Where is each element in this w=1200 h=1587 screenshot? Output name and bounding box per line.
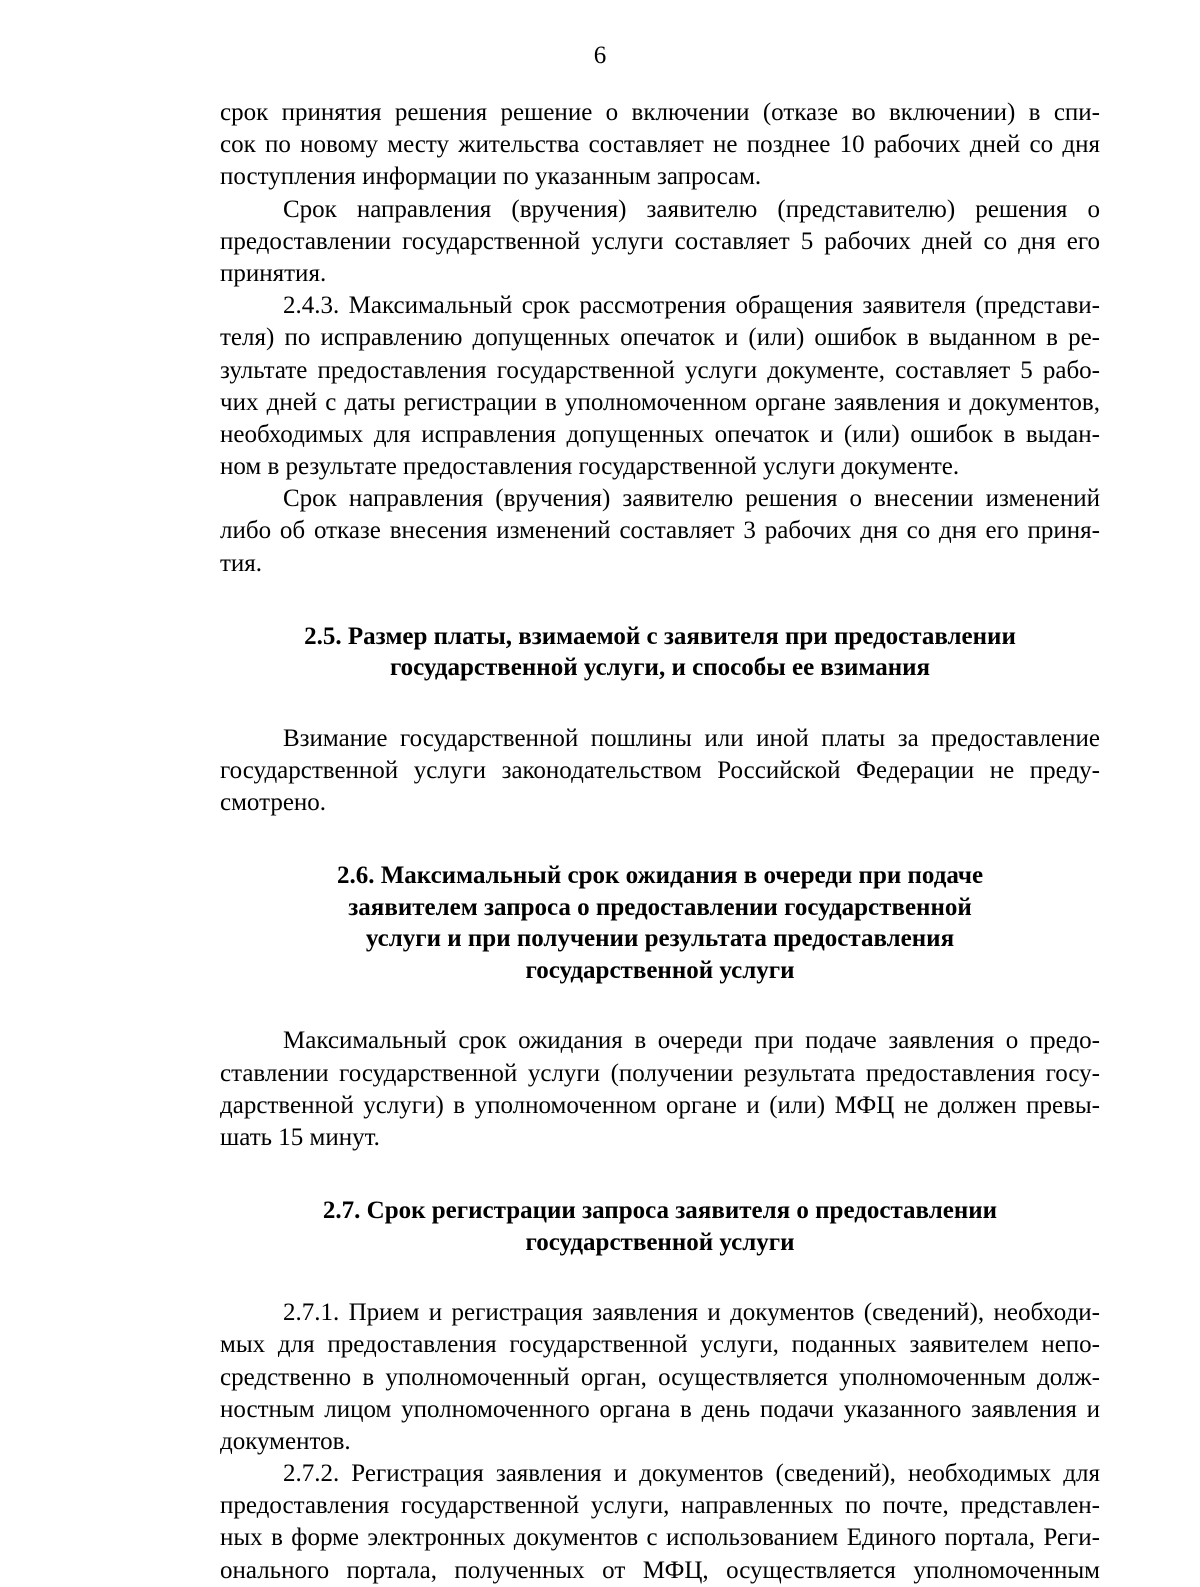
text-line: онального портала, полученных от МФЦ, осуществляется уполномоченным (220, 1556, 1100, 1584)
paragraph-2-7-1 (220, 1297, 1100, 1458)
text-line: зультате предоставления государственной услуги документе, составляет 5 рабо- (220, 356, 1100, 384)
text-line: принятия. (220, 259, 327, 287)
text-line: необходимых для исправления допущенных опечаток и (или) ошибок в выдан- (220, 420, 1100, 448)
paragraph-2-4-3 (220, 290, 1100, 483)
section-heading-2-5 (220, 621, 1100, 684)
section-heading-2-7 (220, 1195, 1100, 1258)
text-line: смотрено. (220, 789, 327, 817)
text-line: мых для предоставления государственной услуги, поданных заявителем непо- (220, 1331, 1100, 1359)
text-line: 2.4.3. Максимальный срок рассмотрения обращения заявителя (представи- (283, 292, 1100, 320)
heading-line: услуги и при получении результата предоставления (365, 925, 955, 953)
text-line: 2.7.2. Регистрация заявления и документов (сведений), необходимых для (283, 1460, 1100, 1488)
text-line: Срок направления (вручения) заявителю решения о внесении изменений (283, 485, 1100, 513)
paragraph-continuation (220, 97, 1100, 194)
text-line: Срок направления (вручения) заявителю (представителю) решения о (283, 195, 1100, 223)
paragraph-queue-time (220, 1025, 1100, 1154)
paragraph-delivery-term (220, 194, 1100, 291)
text-line: теля) по исправлению допущенных опечаток и (или) ошибок в выданном в ре- (220, 324, 1100, 352)
section-heading-2-6 (220, 860, 1100, 986)
text-line: дарственной услуги) в уполномоченном органе и (или) МФЦ не должен превы- (220, 1091, 1100, 1119)
text-line: государственной услуги законодательством Российской Федерации не преду- (220, 757, 1100, 784)
text-line: предоставления государственной услуги, направленных по почте, представлен- (220, 1492, 1100, 1520)
text-line: средственно в уполномоченный орган, осуществляется уполномоченным долж- (220, 1363, 1100, 1391)
heading-line: 2.6. Максимальный срок ожидания в очереди при подаче (336, 862, 984, 890)
text-line: документов. (220, 1427, 351, 1455)
heading-line: заявителем запроса о предоставлении государственной (348, 893, 972, 921)
paragraph-fee (220, 723, 1100, 820)
text-line: Максимальный срок ожидания в очереди при подаче заявления о предо- (283, 1027, 1100, 1055)
text-line: либо об отказе внесения изменений составляет 3 рабочих дня со дня его приня- (220, 517, 1100, 545)
heading-line: 2.5. Размер платы, взимаемой с заявителя при предоставлении (304, 622, 1016, 650)
text-line: ных в форме электронных документов с использованием Единого портала, Реги- (220, 1524, 1100, 1552)
paragraph-changes-term (220, 483, 1100, 580)
text-line: ном в результате предоставления государственной услуги документе. (220, 453, 960, 481)
heading-line: 2.7. Срок регистрации запроса заявителя о предоставлении (322, 1197, 998, 1225)
text-line: тия. (220, 549, 263, 577)
text-line: ностным лицом уполномоченного органа в день подачи указанного заявления и (220, 1395, 1100, 1423)
text-line: сок по новому месту жительства составляет не позднее 10 рабочих дней со дня (220, 131, 1100, 159)
text-line: предоставлении государственной услуги составляет 5 рабочих дней со дня его (220, 227, 1100, 255)
page-number: 6 (593, 42, 607, 69)
document-body (220, 97, 1100, 1587)
text-line: 2.7.1. Прием и регистрация заявления и документов (сведений), необходи- (283, 1299, 1100, 1327)
text-line: ставлении государственной услуги (получении результата предоставления госу- (220, 1059, 1100, 1087)
text-line: шать 15 минут. (220, 1123, 380, 1151)
heading-line: государственной услуги, и способы ее взимания (389, 654, 931, 682)
text-line: Взимание государственной пошлины или иной платы за предоставление (283, 724, 1100, 752)
text-line: поступления информации по указанным запросам. (220, 163, 762, 191)
paragraph-2-7-2 (220, 1458, 1100, 1587)
heading-line: государственной услуги (525, 1228, 795, 1256)
text-line: чих дней с даты регистрации в уполномоченном органе заявления и документов, (220, 388, 1100, 416)
text-line: срок принятия решения решение о включении (отказе во включении) в спи- (220, 99, 1100, 126)
heading-line: государственной услуги (525, 956, 795, 984)
